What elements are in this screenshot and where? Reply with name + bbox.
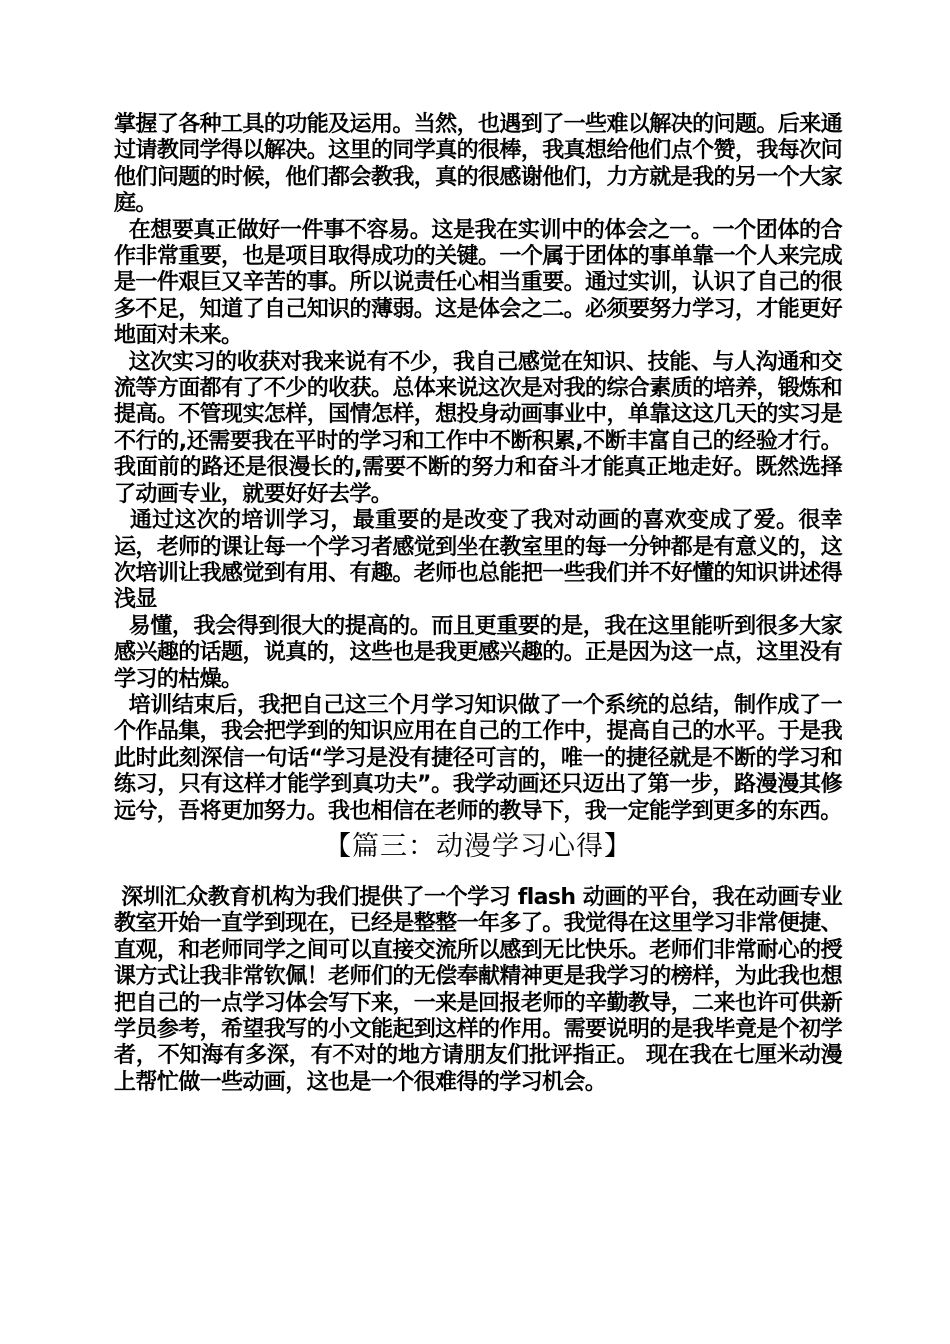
- paragraph: 培训结束后，我把自己这三个月学习知识做了一个系统的总结，制作成了一个作品集，我会把学到的知识应用在自己的工作中，提高自己的水平。于是我此时此刻深信一句话“学习是没有捷径可言的，唯一的捷径就是不断的学习和练习，只有这样才能学到真功夫”。我学动画还只迈出了第一步，路漫漫其修远兮，吾将更加努力。我也相信在老师的教导下，我一定能学到更多的东西。: [114, 692, 843, 824]
- section-heading: 【篇三：动漫学习心得】: [324, 830, 632, 862]
- paragraph: 在想要真正做好一件事不容易。这是我在实训中的体会之一。一个团体的合作非常重要，也是项目取得成功的关键。一个属于团体的事单靠一个人来完成是一件艰巨又辛苦的事。所以说责任心相当重要。通过实训，认识了自己的很多不足，知道了自己知识的薄弱。这是体会之二。必须要努力学习，才能更好地面对未来。: [114, 217, 843, 349]
- document-page: [114, 112, 842, 1096]
- paragraph: 这次实习的收获对我来说有不少，我自己感觉在知识、技能、与人沟通和交流等方面都有了不少的收获。总体来说这次是对我的综合素质的培养，锻炼和提高。不管现实怎样，国情怎样，想投身动画事业中，单靠这这几天的实习是不行的,还需要我在平时的学习和工作中不断积累,不断丰富自己的经验才行。我面前的路还是很漫长的,需要不断的努力和奋斗才能真正地走好。既然选择了动画专业，就要好好去学。: [114, 349, 843, 507]
- paragraph: 深圳汇众教育机构为我们提供了一个学习 flash 动画的平台，我在动画专业教室开始一直学到现在，已经是整整一年多了。我觉得在这里学习非常便捷、直观，和老师同学之间可以直接交流所以感到无比快乐。老师们非常耐心的授课方式让我非常钦佩！老师们的无偿奉献精神更是我学习的榜样，为此我也想把自己的一点学习体会写下来，一来是回报老师的辛勤教导，二来也许可供新学员参考，希望我写的小文能起到这样的作用。需要说明的是我毕竟是个初学者，不知海有多深，有不对的地方请朋友们批评指正。 现在我在七厘米动漫上帮忙做一些动画，这也是一个很难得的学习机会。: [114, 884, 842, 1095]
- paragraph: 掌握了各种工具的功能及运用。当然，也遇到了一些难以解决的问题。后来通过请教同学得以解决。这里的同学真的很棒，我真想给他们点个赞，我每次问他们问题的时候，他们都会教我，真的很感谢他们，力方就是我的另一个大家庭。: [114, 112, 842, 217]
- paragraph: 通过这次的培训学习，最重要的是改变了我对动画的喜欢变成了爱。很幸运，老师的课让每一个学习者感觉到坐在教室里的每一分钟都是有意义的，这次培训让我感觉到有用、有趣。老师也总能把一些我们并不好懂的知识讲述得浅显: [114, 508, 842, 613]
- paragraph: 易懂，我会得到很大的提高的。而且更重要的是，我在这里能听到很多大家感兴趣的话题，说真的，这些也是我更感兴趣的。正是因为这一点，这里没有学习的枯燥。: [114, 613, 843, 692]
